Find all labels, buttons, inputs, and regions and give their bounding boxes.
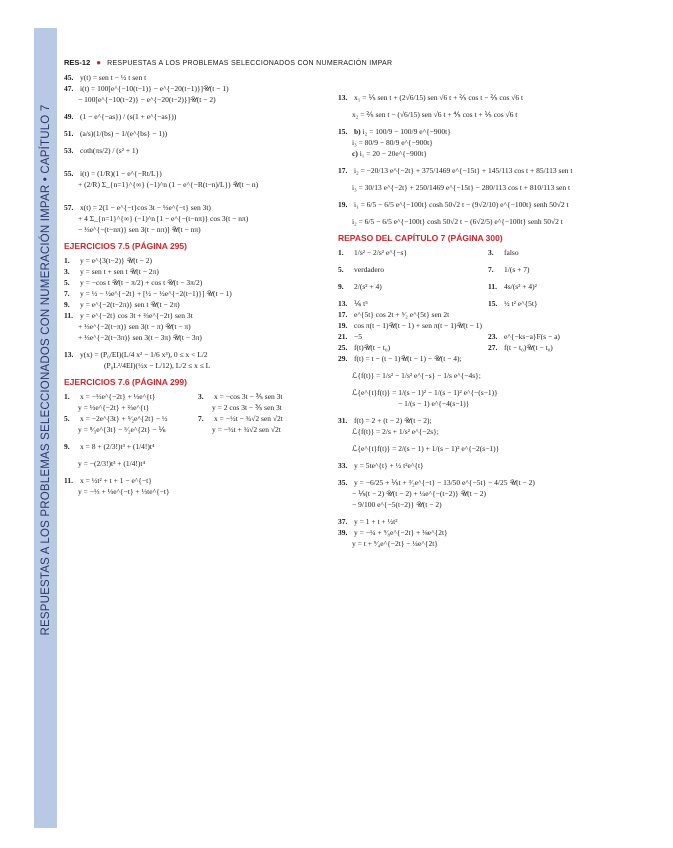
section-heading-7-5: EJERCICIOS 7.5 (PÁGINA 295) (64, 241, 187, 251)
exercise-pair-5-7: 5. x = −2e^{3t} + ⁵⁄₂e^{2t} − ½ y = ⁸⁄₃e^{3t} − ⁵⁄₂e^{2t} − ⅙ 7. x = −½t − ¾√2 sen √2t y = −½t + ¾√2 sen √2t (64, 414, 283, 434)
bullet-icon: ● (96, 58, 102, 67)
page-header (64, 58, 392, 67)
review-17: 17. e^{5t} cos 2t + ⁵⁄₂ e^{5t} sen 2t (338, 310, 450, 319)
exercise-9-76: 9. x = 8 + (2/3!)t³ + (1/4!)t⁴ y = −(2/3!)t³ + (1/4!)t⁴ (64, 442, 155, 468)
answer-13-7-4: 13. x₁ = ⅕ sen t + (2√6/15) sen √6 t + ⅖ cos t − ⅖ cos √6 t x₂ = ⅖ sen t − (√6/15) sen √6 t + ⅘ cos t + ⅕ cos √6 t (338, 93, 524, 119)
left-column (64, 72, 332, 497)
exercise-11-76: 11. x = ½t² + t + 1 − e^{−t} y = −⅓ + ⅓e^{−t} + ⅓te^{−t} (64, 476, 170, 496)
answer-45: 45. y(t) = sen t − ½ t sen t (64, 73, 147, 82)
review-39: 39. y = −¼ + ⁹⁄₈e^{−2t} + ⅛e^{2t} y = t + ⁹⁄₄e^{−2t} − ¼e^{2t} (338, 528, 448, 548)
review-31: 31. f(t) = 2 + (t − 2) 𝒰(t − 2); ℒ{f(t)} = 2/s + 1/s² e^{−2s}; ℒ{e^{t}f(t)} = 2/(s − 1) + 1/(s − 1)² e^{−2(s−1)} (338, 416, 500, 453)
answer-49: 49. (1 − e^{−as}) / (s(1 + e^{−as})) (64, 112, 177, 121)
review-37: 37. y = 1 + t + ½t² (338, 517, 398, 526)
review-pair-21-23: 21. −5 23. e^{−ks−a}F(s − a) (338, 332, 560, 341)
exercise-13: 13. y(x) = (P₀/EI)(L/4 x² − 1/6 x³), 0 ≤ x < L/2 (P₀L²/4EI)(½x − L/12), L/2 ≤ x ≤ L (64, 350, 211, 370)
exercise-3: 3. y = sen t + sen t 𝒰(t − 2π) (64, 267, 159, 276)
review-pair-25-27: 25. f(t)𝒰(t − t₀) 27. f(t − t₀)𝒰(t − t₀) (338, 343, 553, 352)
answer-19: 19. i₁ = 6/5 − 6/5 e^{−100t} cosh 50√2 t − (9√2/10) e^{−100t} senh 50√2 t i₂ = 6/5 − 6/5 e^{−100t} cosh 50√2 t − (6√2/5) e^{−100t} senh 50√2 t (338, 200, 569, 226)
exercise-9: 9. y = e^{−2(t−2π)} sen t 𝒰(t − 2π) (64, 300, 180, 309)
answer-57: 57. x(t) = 2(1 − e^{−t}cos 3t − ⅓e^{−t} sen 3t) + 4 Σ_{n=1}^{∞} (−1)^n [1 − e^{−(t−nπ)} cos 3(t − nπ) − ⅓e^{−(t−nπ)} sen 3(t − nπ)] 𝒰(t − nπ) (64, 203, 249, 234)
review-pair-5-7: 5. verdadero 7. 1/(s + 7) (338, 265, 530, 274)
review-19: 19. cos π(t − 1)𝒰(t − 1) + sen π(t − 1)𝒰(t − 1) (338, 321, 483, 330)
exercise-pair-1-3: 1. x = −⅓e^{−2t} + ⅓e^{t} y = ⅓e^{−2t} + ⅔e^{t} 3. x = −cos 3t − ⅗ sen 3t y = 2 cos 3t − ⅗ sen 3t (64, 392, 283, 412)
section-heading-7-6: EJERCICIOS 7.6 (PÁGINA 299) (64, 377, 187, 387)
sidebar-label: RESPUESTAS A LOS PROBLEMAS SELECCIONADOS CON NUMERACIÓN IMPAR • CAPÍTULO 7 (40, 104, 52, 636)
exercise-11: 11. y = e^{−2t} cos 3t + ⅔e^{−2t} sen 3t + ⅓e^{−2(t−π)} sen 3(t − π) 𝒰(t − π) + ⅓e^{−2(t−3π)} sen 3(t − 3π) 𝒰(t − 3π) (64, 311, 202, 342)
review-35: 35. y = −6/25 + ⅕t + ³⁄₂e^{−t} − 13/50 e^{−5t} − 4/25 𝒰(t − 2) − ⅕(t − 2) 𝒰(t − 2) + ¼e^{−(t−2)} 𝒰(t − 2) − 9/100 e^{−5(t−2)} 𝒰(t − 2) (338, 478, 535, 509)
answer-17: 17. i₂ = −20/13 e^{−2t} + 375/1469 e^{−15t} + 145/113 cos t + 85/113 sen t i₃ = 30/13 e^{−2t} + 250/1469 e^{−15t} − 280/113 cos t + 810/113 sen t (338, 166, 573, 192)
section-heading-repaso: REPASO DEL CAPÍTULO 7 (PÁGINA 300) (338, 233, 503, 243)
answer-15: 15. b) i₂ = 100/9 − 100/9 e^{−900t} i₃ = 80/9 − 80/9 e^{−900t} c) i₁ = 20 − 20e^{−900t} (338, 127, 451, 158)
exercise-1: 1. y = e^{3(t−2)} 𝒰(t − 2) (64, 256, 153, 265)
review-33: 33. y = 5te^{t} + ½ t²e^{t} (338, 461, 424, 470)
right-column (338, 92, 638, 549)
page-code: RES-12 (64, 58, 91, 67)
review-29: 29. f(t) = t − (t − 1)𝒰(t − 1) − 𝒰(t − 4); ℒ{f(t)} = 1/s² − 1/s² e^{−s} − 1/s e^{−4s}; ℒ{e^{t}f(t)} = 1/(s − 1)² − 1/(s − 1)² e^{−(s−1)} − 1/(s − 1) e^{−4(s−1)} (338, 354, 498, 408)
exercise-5: 5. y = −cos t 𝒰(t − π/2) + cos t 𝒰(t − 3π/2) (64, 278, 203, 287)
answer-47: 47. i(t) = 100[e^{−10(t−1)} − e^{−20(t−1)}]𝒰(t − 1) − 100[e^{−10(t−2)} − e^{−20(t−2)}]𝒰(t − 2) (64, 84, 229, 104)
exercise-7: 7. y = ½ − ½e^{−2t} + [½ − ½e^{−2(t−1)}] 𝒰(t − 1) (64, 289, 232, 298)
answer-53: 53. coth(πs/2) / (s² + 1) (64, 146, 139, 155)
header-title: RESPUESTAS A LOS PROBLEMAS SELECCIONADOS CON NUMERACIÓN IMPAR (107, 60, 393, 67)
answer-51: 51. (a/s)(1/(bs) − 1/(e^{bs} − 1)) (64, 129, 168, 138)
review-pair-13-15: 13. ⅙ t⁵ 15. ½ t² e^{5t} (338, 299, 538, 308)
answer-55: 55. i(t) = (1/R)(1 − e^{−Rt/L}) + (2/R) Σ_{n=1}^{∞} (−1)^n (1 − e^{−R(t−n)/L}) 𝒰(t − n) (64, 169, 259, 189)
review-pair-1-3: 1. 1/s² − 2/s² e^{−s} 3. falso (338, 248, 519, 257)
review-pair-9-11: 9. 2/(s² + 4) 11. 4s/(s² + 4)² (338, 282, 537, 291)
